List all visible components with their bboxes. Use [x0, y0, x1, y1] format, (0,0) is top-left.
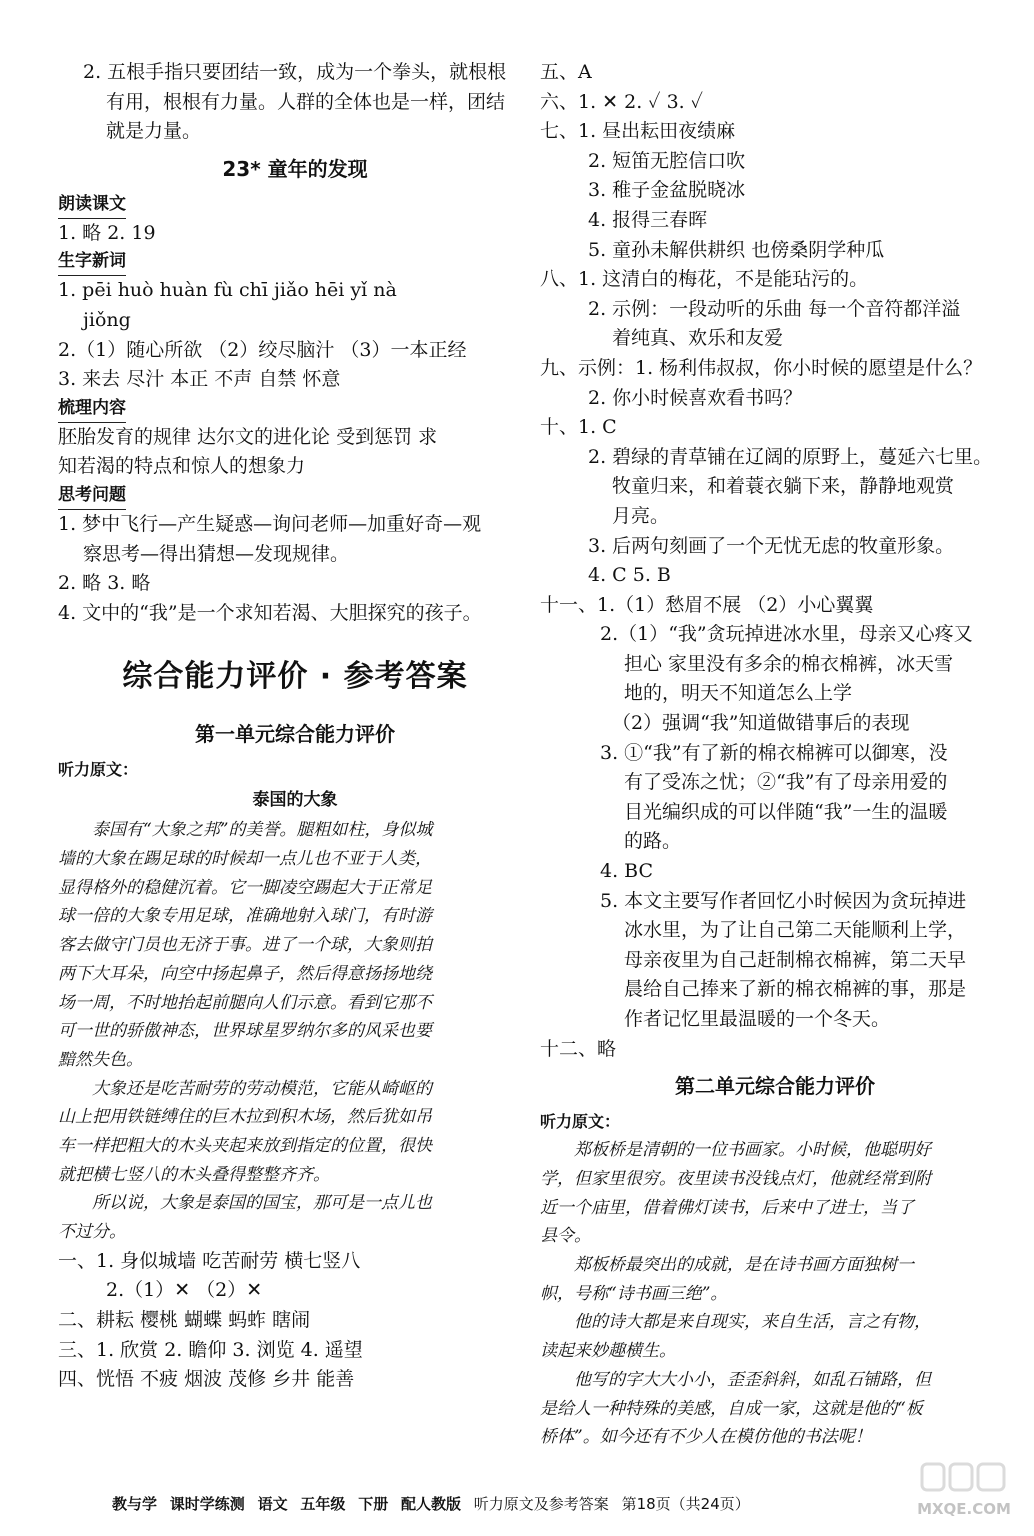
answer-line: 地的，明天不知道怎么上学	[624, 682, 853, 705]
answer-line: 晨给自己捧来了新的棉衣棉裤的事，那是	[624, 978, 967, 1001]
story-line: 山上把用铁链缚住的巨木拉到积木场，然后犹如吊	[58, 1107, 432, 1128]
story-line: 黯然失色。	[58, 1049, 143, 1070]
answer-line: 五、A	[540, 61, 592, 83]
footer-edition: 配人教版	[400, 1495, 461, 1513]
answer-line: 4. C 5. B	[588, 564, 671, 587]
story-line: 两下大耳朵，向空中扬起鼻子，然后得意扬扬地绕	[58, 963, 432, 984]
story-line: 显得格外的稳健沉着。它一脚凌空踢起大于正常足	[58, 877, 432, 898]
text-line: 1. pēi huò huàn fù chī jiǎo hēi yǐ nà	[58, 279, 397, 302]
text-line: 1. 梦中飞行—产生疑惑—询问老师—加重好奇—观	[58, 512, 482, 535]
answer-line: 有了受冻之忧；②“我”有了母亲用爱的	[624, 771, 948, 794]
answer-line: 3. ①“我”有了新的棉衣棉裤可以御寒，没	[600, 741, 948, 764]
footer-subject: 语文	[257, 1495, 288, 1513]
story-line: 就把横七竖八的木头叠得整整齐齐。	[58, 1164, 330, 1185]
answers-main-title: 综合能力评价 · 参考答案	[122, 659, 468, 695]
text-line: 4. 文中的“我”是一个求知若渴、大胆探究的孩子。	[58, 601, 482, 624]
story-line: 县令。	[540, 1226, 591, 1247]
story-title: 泰国的大象	[252, 790, 338, 811]
answer-line: 六、1. ✕ 2. ✓ 3. ✓	[540, 90, 704, 113]
answer-line: 2. 碧绿的青草铺在辽阔的原野上，蔓延六七里。	[588, 445, 993, 468]
answer-line: 三、1. 欣赏 2. 瞻仰 3. 浏览 4. 遥望	[58, 1338, 363, 1361]
section-heading: 梳理内容	[58, 395, 126, 423]
story-line: 他的诗大都是来自现实，来自生活，言之有物，	[574, 1312, 931, 1333]
story-text	[540, 1136, 1010, 1452]
answer-line: 作者记忆里最温暖的一个冬天。	[624, 1008, 891, 1030]
answer-line: 2. 你小时候喜欢看书吗？	[588, 386, 803, 409]
lesson-title: 23* 童年的发现	[222, 156, 368, 181]
story-line: 是给人一种特殊的美感，自成一家，这就是他的“板	[540, 1398, 923, 1419]
answer-line: 5. 童孙未解供耕织 也傍桑阴学种瓜	[588, 238, 885, 261]
right-column	[540, 58, 1010, 1452]
answer-line: 4. BC	[600, 860, 654, 883]
story-line: 所以说，大象是泰国的国宝，那可是一点儿也	[92, 1193, 432, 1214]
story-line: 近一个庙里，借着佛灯读书，后来中了进士，当了	[540, 1197, 914, 1218]
answer-line: 八、1. 这清白的梅花，不是能玷污的。	[540, 268, 869, 291]
answer-line: 2. 示例：一段动听的乐曲 每一个音符都洋溢	[588, 297, 961, 320]
watermark-text: MXQE.COM	[917, 1500, 1011, 1518]
story-line: 泰国有“大象之邦”的美誉。腿粗如柱，身似城	[92, 820, 433, 841]
story-line: 郑板桥最突出的成就，是在诗书画方面独树一	[574, 1255, 914, 1275]
answer-line: 母亲夜里为自己赶制棉衣棉裤，第二天早	[624, 948, 967, 971]
left-column	[58, 58, 532, 1395]
text-line: 3. 来去 尽汁 本正 不声 自禁 怀意	[58, 368, 341, 391]
answer-line: 目光编织成的可以伴随“我”一生的温暖	[624, 800, 948, 823]
text-line: 就是力量。	[106, 120, 202, 143]
footer-section: 听力原文及参考答案	[473, 1495, 609, 1513]
footer-volume: 下册	[358, 1495, 389, 1513]
watermark-logo	[916, 1460, 1012, 1524]
answer-line: 着纯真、欢乐和友爱	[612, 327, 784, 350]
story-line: 可一世的骄傲神态，世界球星罗纳尔多的风采也要	[58, 1021, 432, 1042]
answer-line: 2.（1）✕ （2）✕	[106, 1279, 263, 1302]
answer-line: 2. 短笛无腔信口吹	[588, 149, 746, 172]
answer-line: 3. 后两句刻画了一个无忧无虑的牧童形象。	[588, 534, 955, 557]
answer-line: 十一、1.（1）愁眉不展 （2）小心翼翼	[540, 593, 874, 616]
story-line: 客去做守门员也无济于事。进了一个球，大象则拍	[58, 935, 432, 956]
story-line: 球一倍的大象专用足球，准确地射入球门，有时游	[58, 906, 432, 927]
footer-series: 教与学	[112, 1495, 158, 1513]
unit-title: 第一单元综合能力评价	[195, 722, 395, 747]
answer-line: 七、1. 昼出耘田夜绩麻	[540, 120, 736, 143]
story-line: 场一周，不时地抬起前腿向人们示意。看到它那不	[58, 992, 432, 1013]
text-line: jiǒng	[83, 308, 131, 331]
answer-line: 3. 稚子金盆脱晓冰	[588, 179, 746, 202]
unit-title: 第二单元综合能力评价	[675, 1074, 875, 1099]
section-heading: 朗读课文	[58, 191, 126, 219]
page-number: 第18页（共24页）	[621, 1495, 750, 1513]
listening-label: 听力原文：	[540, 1112, 621, 1132]
page-footer	[112, 1493, 758, 1514]
answer-line: （2）强调“我”知道做错事后的表现	[612, 712, 910, 735]
answer-line: 5. 本文主要写作者回忆小时候因为贪玩掉进	[600, 889, 967, 912]
section-heading: 生字新词	[58, 248, 126, 276]
story-line: 车一样把粗大的木头夹起来放到指定的位置，很快	[58, 1136, 432, 1157]
answer-line: 四、恍悟 不疲 烟波 茂修 乡井 能善	[58, 1368, 355, 1391]
footer-book: 课时学练测	[169, 1495, 245, 1513]
story-line: 不过分。	[58, 1222, 126, 1243]
story-text	[58, 816, 532, 1247]
listening-label: 听力原文：	[58, 760, 139, 780]
text-line: 知若渴的特点和惊人的想象力	[58, 455, 306, 478]
story-line: 大象还是吃苦耐劳的劳动模范，它能从崎岖的	[92, 1078, 432, 1099]
answer-line: 冰水里，为了让自己第二天能顺利上学，	[624, 919, 967, 942]
answer-line: 的路。	[624, 830, 682, 853]
answer-line: 十、1. C	[540, 416, 617, 439]
text-line: 胚胎发育的规律 达尔文的进化论 受到惩罚 求	[58, 425, 438, 448]
answer-line: 十二、略	[540, 1037, 617, 1060]
text-line: 2. 略 3. 略	[58, 572, 151, 595]
footer-grade: 五年级	[300, 1495, 346, 1513]
story-line: 帜，号称“诗书画三绝”。	[540, 1283, 728, 1304]
story-line: 墙的大象在踢足球的时候却一点儿也不亚于人类，	[58, 849, 432, 870]
story-line: 学，但家里很穷。夜里读书没钱点灯，他就经常到附	[540, 1168, 931, 1189]
text-line: 1. 略 2. 19	[58, 221, 156, 244]
answer-line: 月亮。	[612, 504, 670, 527]
answer-line: 牧童归来，和着蓑衣躺下来，静静地观赏	[612, 475, 955, 498]
story-line: 读起来妙趣横生。	[540, 1341, 676, 1362]
story-line: 郑板桥是清朝的一位书画家。小时候，他聪明好	[574, 1140, 931, 1161]
section-heading: 思考问题	[58, 482, 126, 510]
answer-line: 2.（1）“我”贪玩掉进冰水里，母亲又心疼又	[600, 623, 973, 646]
answer-line: 4. 报得三春晖	[588, 208, 708, 231]
text-line: 2. 五根手指只要团结一致，成为一个拳头，就根根	[83, 61, 507, 83]
story-line: 桥体”。如今还有不少人在模仿他的书法呢！	[540, 1427, 872, 1448]
text-line: 察思考—得出猜想—发现规律。	[83, 542, 350, 565]
answer-line: 担心 家里没有多余的棉衣棉裤，冰天雪	[624, 652, 954, 675]
answer-line: 九、示例：1. 杨利伟叔叔，你小时候的愿望是什么？	[540, 356, 983, 379]
text-line: 有用，根根有力量。人群的全体也是一样，团结	[106, 90, 506, 113]
story-line: 他写的字大大小小，歪歪斜斜，如乱石铺路，但	[574, 1369, 931, 1390]
answer-line: 二、耕耘 樱桃 蝴蝶 蚂蚱 瞎闹	[58, 1309, 311, 1332]
text-line: 2.（1）随心所欲 （2）绞尽脑汁 （3）一本正经	[58, 338, 467, 361]
answer-line: 一、1. 身似城墙 吃苦耐劳 横七竖八	[58, 1249, 361, 1272]
